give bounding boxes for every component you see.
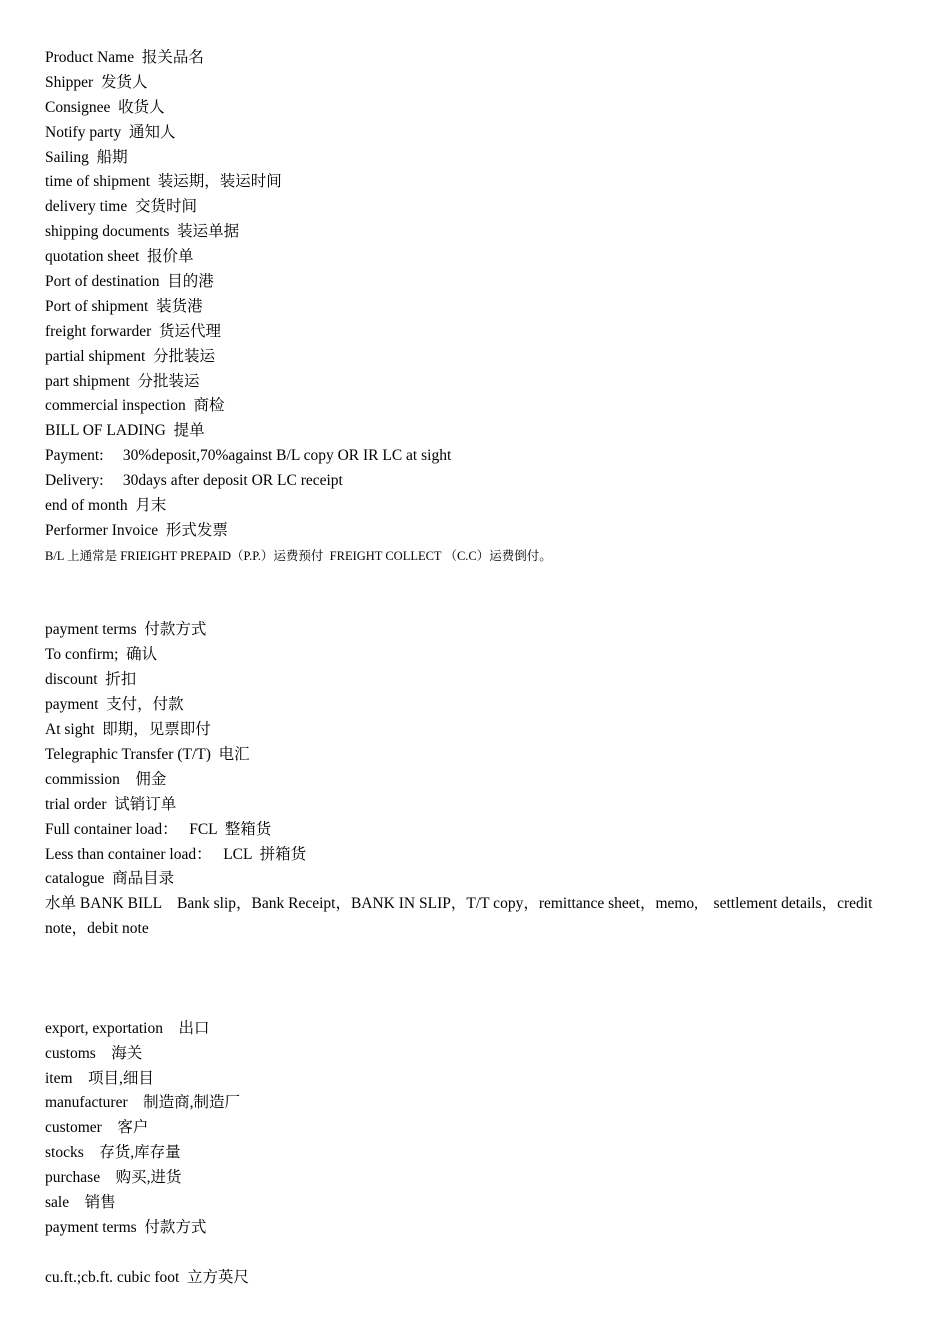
text-line: To confirm; 确认 [45,646,158,664]
text-line: Port of shipment 装货港 [45,297,203,315]
text-line: cu.ft.;cb.ft. cubic foot 立方英尺 [45,1268,250,1286]
text-line: At sight 即期，见票即付 [45,721,211,739]
text-line: payment 支付，付款 [45,696,184,714]
text-line: Payment: 30%deposit,70%against B/L copy OR IR LC at sight [45,447,452,465]
text-line: time of shipment 装运期，装运时间 [45,173,282,191]
freight-note: B/L 上通常是 FRIEIGHT PREPAID（P.P.）运费预付 FREIGHT COLLECT （C.C）运费倒付。 [45,548,552,563]
text-line: Sailing 船期 [45,148,128,166]
text-line: BILL OF LADING 提单 [45,422,205,440]
text-line: payment terms 付款方式 [45,621,207,639]
text-line: Shipper 发货人 [45,73,148,91]
text-line: Delivery: 30days after deposit OR LC receipt [45,472,343,490]
blank-line [45,569,915,594]
text-line: customer 客户 [45,1119,149,1137]
text-line: manufacturer 制造商,制造厂 [45,1094,240,1112]
text-line: purchase 购买,进货 [45,1169,182,1187]
text-line: commercial inspection 商检 [45,397,225,415]
text-line: payment terms 付款方式 [45,1218,207,1236]
blank-line [45,1241,915,1266]
blank-line [45,992,915,1017]
text-line: Notify party 通知人 [45,123,176,141]
text-line: export, exportation 出口 [45,1019,210,1037]
text-line: Product Name 报关品名 [45,49,204,66]
text-line: Port of destination 目的港 [45,273,214,291]
text-line: Telegraphic Transfer (T/T) 电汇 [45,745,250,763]
text-line: Less than container load： LCL 拼箱货 [45,845,307,863]
text-line: customs 海关 [45,1044,143,1062]
bank-bill-line: 水单 BANK BILL Bank slip，Bank Receipt，BANK IN SLIP，T/T copy，remittance sheet，memo, settlement details，credit note，debit note [45,895,877,938]
text-line: commission 佣金 [45,770,167,788]
document-page [45,46,915,1291]
text-line: trial order 试销订单 [45,795,177,813]
text-line: part shipment 分批装运 [45,372,200,390]
section-payment-terms [45,618,915,942]
text-line: item 项目,细目 [45,1069,154,1087]
text-line: end of month 月末 [45,497,167,515]
text-line: shipping documents 装运单据 [45,223,240,241]
text-line: sale 销售 [45,1194,116,1211]
blank-line [45,942,915,967]
section-trade-vocabulary [45,1017,915,1241]
text-line: discount 折扣 [45,671,137,689]
text-line: Performer Invoice 形式发票 [45,521,228,539]
text-line: quotation sheet 报价单 [45,248,194,266]
blank-line [45,967,915,992]
text-line: delivery time 交货时间 [45,198,197,216]
section-shipping-terms [45,46,915,569]
text-line: Consignee 收货人 [45,98,165,116]
text-line: Full container load： FCL 整箱货 [45,820,272,838]
blank-line [45,594,915,619]
text-line: partial shipment 分批装运 [45,347,216,365]
text-line: freight forwarder 货运代理 [45,322,222,340]
text-line: catalogue 商品目录 [45,870,175,888]
text-line: stocks 存货,库存量 [45,1144,181,1162]
